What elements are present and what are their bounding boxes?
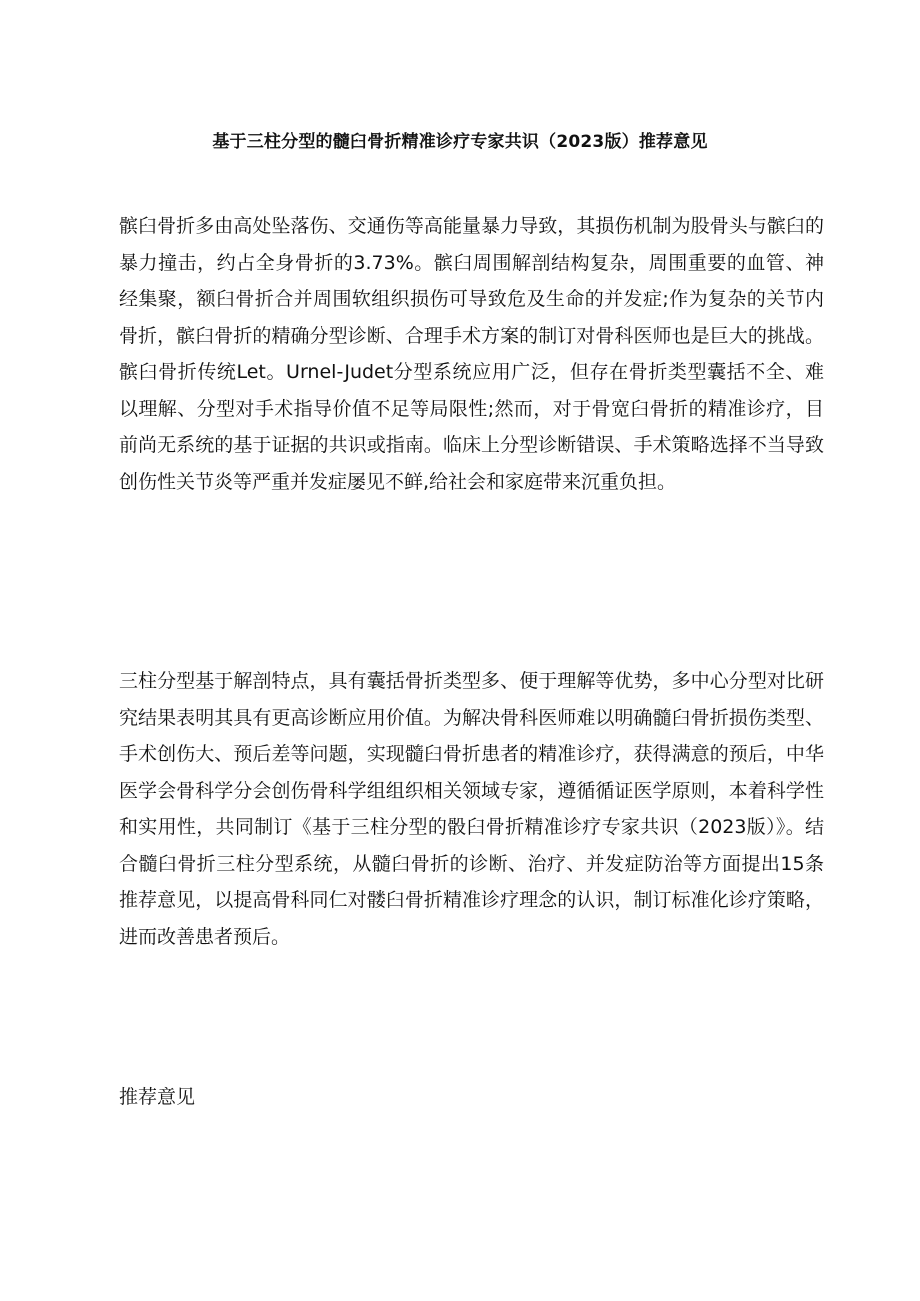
paragraph-three-column-classification: 三柱分型基于解剖特点，具有囊括骨折类型多、便于理解等优势，多中心分型对比研究结果表明其具有更高诊断应用价值。为解决骨科医师难以明确髓臼骨折损伤类型、手术创伤大、预后差等问题，实现髓臼骨折患者的精准诊疗，获得满意的预后，中华医学会骨科学分会创伤骨科学组组织相关领域专家，遵循循证医学原则，本着科学性和实用性，共同制订《基于三柱分型的骰臼骨折精准诊疗专家共识（2023版）》。结合髓臼骨折三柱分型系统，从髓臼骨折的诊断、治疗、并发症防治等方面提出15条推荐意见，以提高骨科同仁对髅臼骨折精准诊疗理念的认识，制订标准化诊疗策略，进而改善患者预后。 xyxy=(119,670,824,948)
section-heading-recommendations: 推荐意见 xyxy=(119,1086,196,1108)
paragraph-introduction: 髌臼骨折多由高处坠落伤、交通伤等高能量暴力导致，其损伤机制为股骨头与髌臼的暴力撞击，约占全身骨折的3.73%。髌臼周围解剖结构复杂，周围重要的血管、神经集聚，额臼骨折合并周围软组织损伤可导致危及生命的并发症;作为复杂的关节内骨折，髌臼骨折的精确分型诊断、合理手术方案的制订对骨科医师也是巨大的挑战。髌臼骨折传统Let。Urnel-Judet分型系统应用广泛，但存在骨折类型囊括不全、难以理解、分型对手术指导价值不足等局限性;然而，对于骨宽臼骨折的精准诊疗，目前尚无系统的基于证据的共识或指南。临床上分型诊断错误、手术策略选择不当导致创伤性关节炎等严重并发症屡见不鲜,给社会和家庭带来沉重负担。 xyxy=(119,215,824,493)
document-title: 基于三柱分型的髓臼骨折精准诊疗专家共识（2023版）推荐意见 xyxy=(212,132,708,152)
